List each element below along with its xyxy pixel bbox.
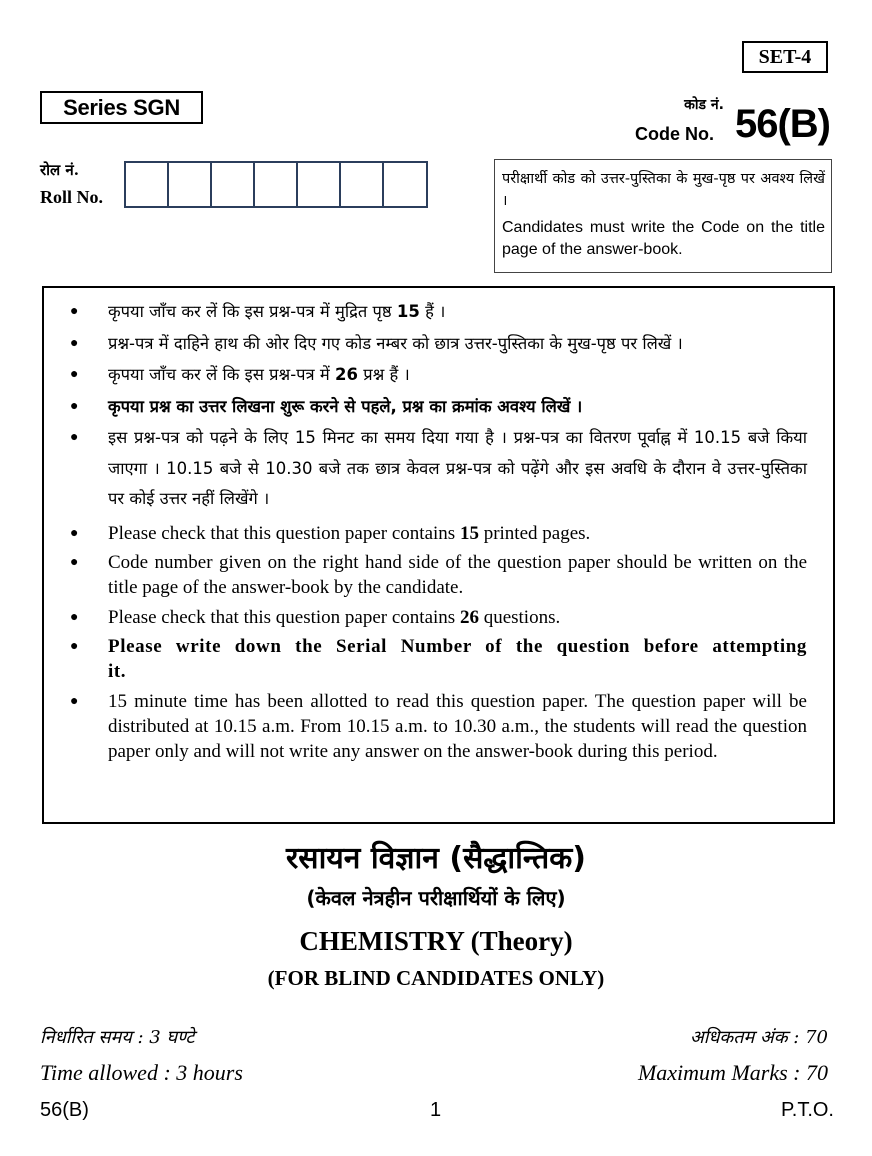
roll-digit-box[interactable] <box>126 163 169 206</box>
bullet-icon: ● <box>70 335 79 351</box>
page-number: 1 <box>430 1099 442 1121</box>
instruction-item <box>68 329 807 360</box>
instruction-text: printed pages. <box>478 522 591 544</box>
instruction-item <box>68 689 807 764</box>
instruction-item <box>68 360 807 391</box>
code-label: Code No. <box>635 124 714 144</box>
instruction-text: 15 minute time has been allotted to read this question paper. The question paper will be distributed at 10.15 a.m. From 10.15 a.m. to 10.30 a.m., the students will read the question paper only and will not write any answer on the answer-book during this period. <box>108 690 807 762</box>
instruction-item <box>68 297 807 328</box>
maximum-marks-hindi: अधिकतम अंक : 70 <box>689 1027 828 1048</box>
code-note-hindi: परीक्षार्थी कोड को उत्तर-पुस्तिका के मुख-पृष्ठ पर अवश्य लिखें । <box>502 171 825 209</box>
subject-subtitle: (FOR BLIND CANDIDATES ONLY) <box>267 966 605 990</box>
instruction-text: Please check that this question paper contains <box>108 522 460 544</box>
maximum-marks: Maximum Marks : 70 <box>637 1060 828 1085</box>
instruction-text: questions. <box>478 606 561 628</box>
code-label-hindi: कोड नं. <box>684 97 724 113</box>
bullet-icon: ● <box>70 609 79 625</box>
time-allowed: Time allowed : 3 hours <box>40 1060 243 1085</box>
footer-code: 56(B) <box>40 1099 89 1121</box>
instruction-emphasis: Please write down the Serial Number of the question before attempting it. <box>108 636 807 683</box>
instruction-item <box>68 521 807 546</box>
set-badge: SET-4 <box>742 41 828 73</box>
bullet-icon: ● <box>70 555 79 571</box>
roll-digit-box[interactable] <box>298 163 341 206</box>
code-note-box <box>494 159 832 273</box>
roll-digit-box[interactable] <box>169 163 212 206</box>
roll-digit-box[interactable] <box>255 163 298 206</box>
instruction-text: इस प्रश्न-पत्र को पढ़ने के लिए 15 मिनट का समय दिया गया है । प्रश्न-पत्र का वितरण पूर्वाह्न में 10.15 बजे किया जाएगा । 10.15 बजे से 10.30 बजे तक छात्र केवल प्रश्न-पत्र को पढ़ेंगे और इस अवधि के दौरान वे उत्तर-पुस्तिका पर कोई उत्तर नहीं लिखेंगे । <box>108 428 807 508</box>
roll-label-hindi: रोल नं. <box>40 161 79 179</box>
instructions-box <box>42 286 835 824</box>
roll-number-boxes <box>124 161 428 208</box>
instruction-item <box>68 392 807 423</box>
subject-subtitle-hindi: (केवल नेत्रहीन परीक्षार्थियों के लिए) <box>306 886 566 910</box>
subject-title-hindi: रसायन विज्ञान (सैद्धान्तिक) <box>286 841 586 876</box>
roll-digit-box[interactable] <box>212 163 255 206</box>
code-number: 56(B) <box>734 102 830 146</box>
bullet-icon: ● <box>70 367 79 382</box>
instruction-text: Please check that this question paper contains <box>108 606 460 628</box>
subject-title: CHEMISTRY (Theory) <box>299 926 573 956</box>
instruction-text: Code number given on the right hand side of the question paper should be written on the title page of the answer-book by the candidate. <box>108 552 807 599</box>
bullet-icon: ● <box>70 693 79 709</box>
instruction-emphasis: 26 <box>335 365 358 384</box>
roll-label: Roll No. <box>40 187 103 207</box>
please-turn-over: P.T.O. <box>781 1099 834 1121</box>
instruction-item <box>68 634 807 684</box>
bullet-icon: ● <box>70 639 79 655</box>
bullet-icon: ● <box>70 430 79 445</box>
bullet-icon: ● <box>70 304 79 319</box>
instruction-item <box>68 605 807 630</box>
instruction-emphasis: 15 <box>459 522 479 544</box>
instruction-text: प्रश्न हैं । <box>357 365 410 384</box>
instruction-text: हैं । <box>419 302 446 321</box>
instruction-emphasis: 15 <box>396 302 420 321</box>
instruction-emphasis: कृपया प्रश्न का उत्तर लिखना शुरू करने से पहले, प्रश्न का क्रमांक अवश्य लिखें । <box>108 396 583 416</box>
bullet-icon: ● <box>70 398 79 414</box>
time-allowed-hindi: निर्धारित समय : 3 घण्टे <box>40 1027 195 1048</box>
bullet-icon: ● <box>70 525 79 541</box>
code-note-english: Candidates must write the Code on the title page of the answer-book. <box>502 219 825 258</box>
roll-digit-box[interactable] <box>341 163 384 206</box>
instruction-text: प्रश्न-पत्र में दाहिने हाथ की ओर दिए गए कोड नम्बर को छात्र उत्तर-पुस्तिका के मुख-पृष्ठ पर लिखें । <box>108 333 683 353</box>
instruction-text: कृपया जाँच कर लें कि इस प्रश्न-पत्र में <box>108 365 336 384</box>
series-badge: Series SGN <box>40 91 203 124</box>
roll-digit-box[interactable] <box>384 163 426 206</box>
instruction-text: कृपया जाँच कर लें कि इस प्रश्न-पत्र में मुद्रित पृष्ठ <box>108 302 397 321</box>
instruction-item <box>68 423 807 515</box>
instruction-emphasis: 26 <box>459 606 479 628</box>
instruction-item <box>68 550 807 600</box>
